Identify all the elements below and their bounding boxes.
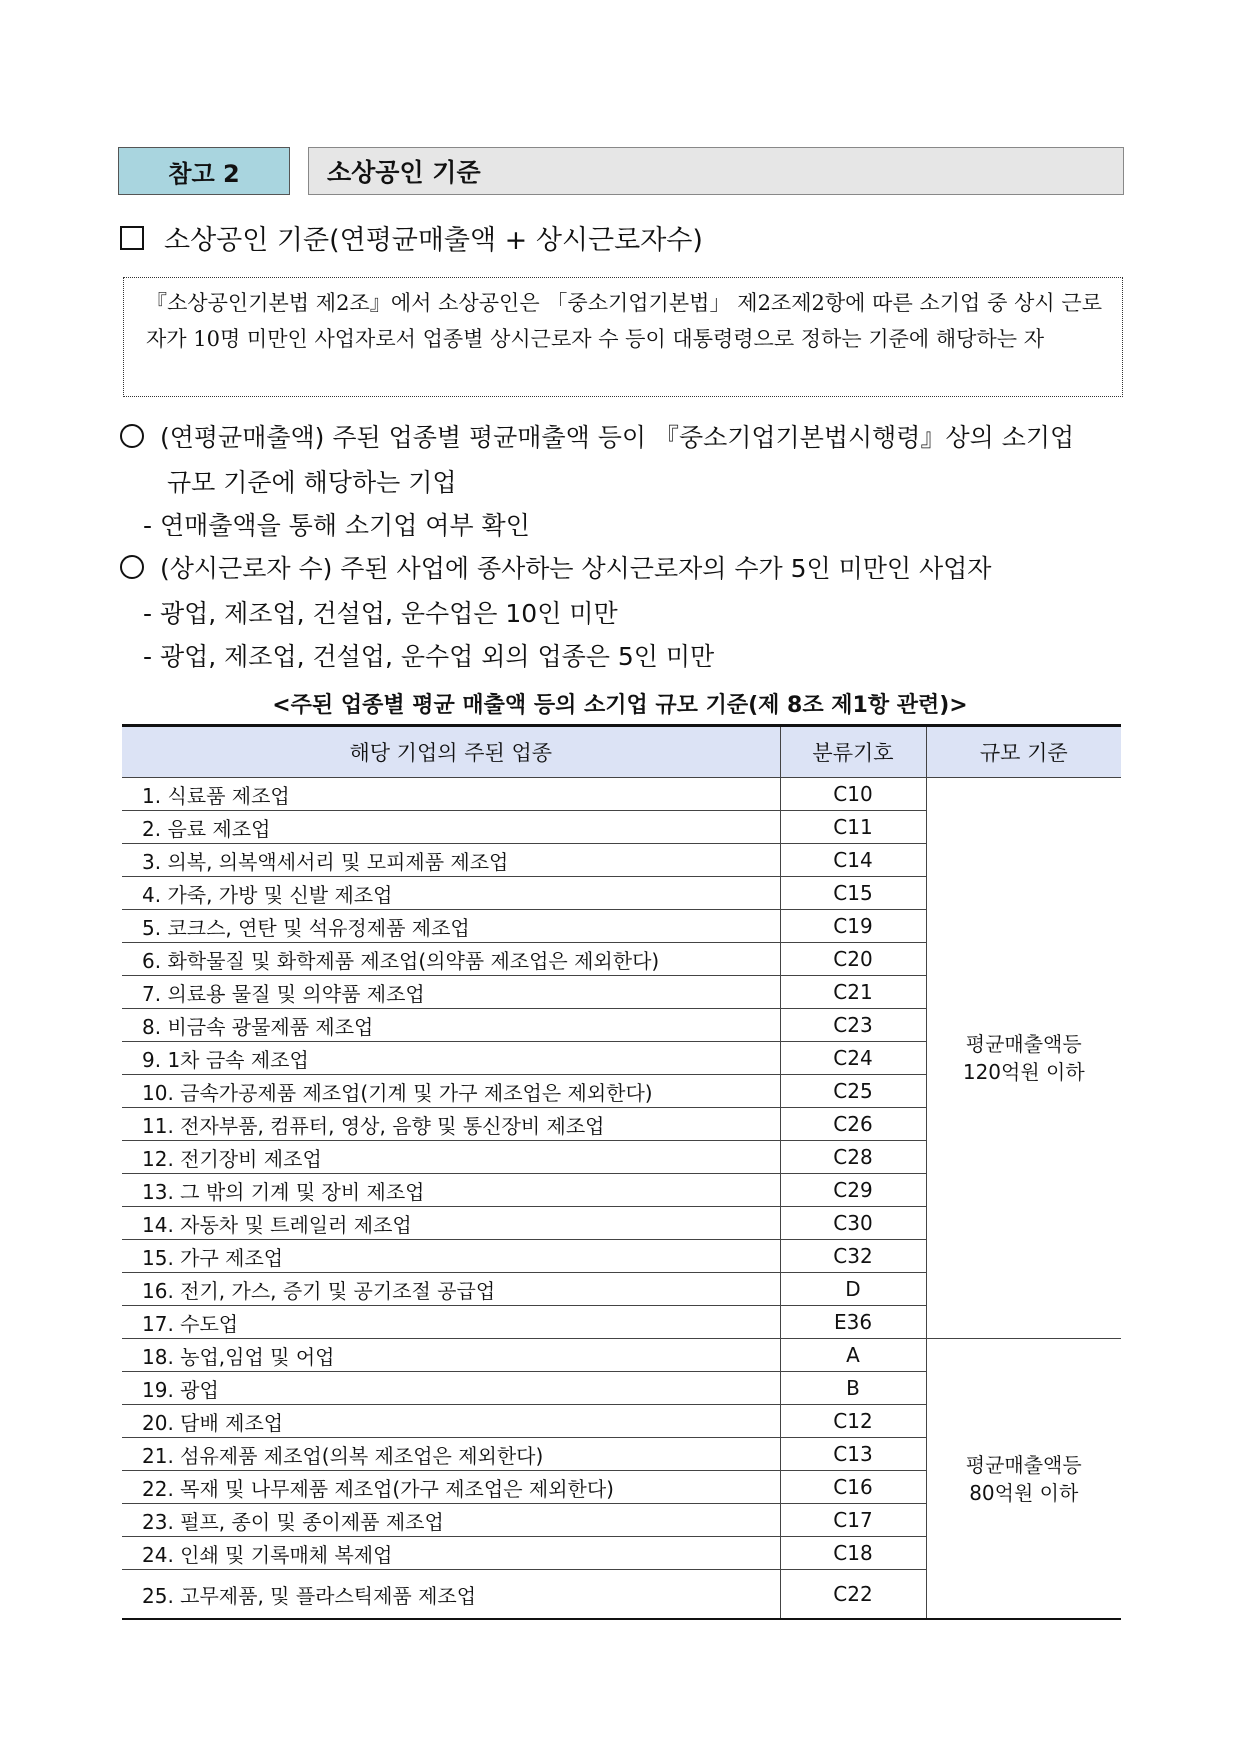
industry-cell: 23. 펄프, 종이 및 종이제품 제조업: [122, 1504, 780, 1537]
sales-criteria-line1: (연평균매출액) 주된 업종별 평균매출액 등이 『중소기업기본법시행령』상의 소기업: [160, 423, 1075, 452]
industry-cell: 19. 광업: [122, 1372, 780, 1405]
code-cell: B: [780, 1372, 926, 1405]
square-bullet-icon: [120, 226, 144, 250]
industry-cell: 2. 음료 제조업: [122, 811, 780, 844]
industry-cell: 1. 식료품 제조업: [122, 778, 780, 811]
reference-label: 참고 2: [118, 147, 290, 195]
code-cell: C22: [780, 1570, 926, 1620]
law-quote-box: [123, 277, 1123, 397]
industry-cell: 21. 섬유제품 제조업(의복 제조업은 제외한다): [122, 1438, 780, 1471]
workers-criteria-line: (상시근로자 수) 주된 사업에 종사하는 상시근로자의 수가 5인 미만인 사업자: [160, 554, 992, 583]
code-cell: C12: [780, 1405, 926, 1438]
industry-cell: 13. 그 밖의 기계 및 장비 제조업: [122, 1174, 780, 1207]
industry-cell: 18. 농업,임업 및 어업: [122, 1339, 780, 1372]
table-caption: <주된 업종별 평균 매출액 등의 소기업 규모 기준(제 8조 제1항 관련)>: [272, 693, 968, 718]
scale-cell-group2: [926, 1339, 1121, 1620]
code-cell: C26: [780, 1108, 926, 1141]
industry-cell: 24. 인쇄 및 기록매체 복제업: [122, 1537, 780, 1570]
code-cell: C21: [780, 976, 926, 1009]
industry-cell: 6. 화학물질 및 화학제품 제조업(의약품 제조업은 제외한다): [122, 943, 780, 976]
industry-cell: 22. 목재 및 나무제품 제조업(가구 제조업은 제외한다): [122, 1471, 780, 1504]
code-cell: C15: [780, 877, 926, 910]
scale-group2-line2: 80억원 이하: [969, 1480, 1079, 1505]
header-code: 분류기호: [780, 726, 926, 778]
scale-group2-line1: 평균매출액등: [965, 1452, 1082, 1477]
scale-group1-line1: 평균매출액등: [965, 1032, 1082, 1056]
sales-criteria-bullet: [120, 418, 1074, 454]
industry-cell: 20. 담배 제조업: [122, 1405, 780, 1438]
code-cell: C10: [780, 778, 926, 811]
code-cell: C30: [780, 1207, 926, 1240]
workers-criteria-bullet: [120, 549, 991, 585]
workers-criteria-sub1: - 광업, 제조업, 건설업, 운수업은 10인 미만: [143, 599, 618, 628]
code-cell: D: [780, 1273, 926, 1306]
code-cell: C18: [780, 1537, 926, 1570]
header-industry: 해당 기업의 주된 업종: [122, 726, 780, 778]
code-cell: C17: [780, 1504, 926, 1537]
reference-title: 소상공인 기준: [308, 147, 1124, 195]
industry-cell: 10. 금속가공제품 제조업(기계 및 가구 제조업은 제외한다): [122, 1075, 780, 1108]
code-cell: C13: [780, 1438, 926, 1471]
industry-cell: 25. 고무제품, 및 플라스틱제품 제조업: [122, 1570, 780, 1620]
industry-cell: 12. 전기장비 제조업: [122, 1141, 780, 1174]
code-cell: C25: [780, 1075, 926, 1108]
industry-cell: 11. 전자부품, 컴퓨터, 영상, 음향 및 통신장비 제조업: [122, 1108, 780, 1141]
scale-group1-line2: 120억원 이하: [962, 1060, 1085, 1084]
sales-criteria-line2: 규모 기준에 해당하는 기업: [167, 468, 457, 497]
workers-criteria-sub2: - 광업, 제조업, 건설업, 운수업 외의 업종은 5인 미만: [143, 642, 715, 671]
industry-cell: 16. 전기, 가스, 증기 및 공기조절 공급업: [122, 1273, 780, 1306]
law-quote-text: 『소상공인기본법 제2조』에서 소상공인은 「중소기업기본법」 제2조제2항에 따른 소기업 중 상시 근로자가 10명 미만인 사업자로서 업종별 상시근로자 수 등이 대통령령으로 정하는 기준에 해당하는 자: [146, 291, 1102, 351]
code-cell: C28: [780, 1141, 926, 1174]
code-cell: C16: [780, 1471, 926, 1504]
sales-criteria-sub: - 연매출액을 통해 소기업 여부 확인: [143, 511, 530, 540]
code-cell: C23: [780, 1009, 926, 1042]
scale-cell-group1: [926, 778, 1121, 1339]
industry-cell: 5. 코크스, 연탄 및 석유정제품 제조업: [122, 910, 780, 943]
code-cell: C29: [780, 1174, 926, 1207]
code-cell: C11: [780, 811, 926, 844]
table-header-row: [122, 726, 1121, 778]
header-scale: 규모 기준: [926, 726, 1121, 778]
industry-cell: 15. 가구 제조업: [122, 1240, 780, 1273]
section-heading: [120, 218, 703, 257]
code-cell: C19: [780, 910, 926, 943]
code-cell: C24: [780, 1042, 926, 1075]
industry-cell: 4. 가죽, 가방 및 신발 제조업: [122, 877, 780, 910]
code-cell: A: [780, 1339, 926, 1372]
code-cell: C14: [780, 844, 926, 877]
industry-cell: 3. 의복, 의복액세서리 및 모피제품 제조업: [122, 844, 780, 877]
industry-cell: 17. 수도업: [122, 1306, 780, 1339]
section-heading-text: 소상공인 기준(연평균매출액 + 상시근로자수): [164, 225, 703, 256]
table-row: [122, 1339, 1121, 1372]
code-cell: E36: [780, 1306, 926, 1339]
industry-cell: 7. 의료용 물질 및 의약품 제조업: [122, 976, 780, 1009]
industry-cell: 9. 1차 금속 제조업: [122, 1042, 780, 1075]
code-cell: C32: [780, 1240, 926, 1273]
circle-bullet-icon: [120, 555, 144, 579]
table-row: [122, 778, 1121, 811]
small-business-scale-table: [122, 724, 1121, 1620]
circle-bullet-icon: [120, 424, 144, 448]
code-cell: C20: [780, 943, 926, 976]
industry-cell: 14. 자동차 및 트레일러 제조업: [122, 1207, 780, 1240]
industry-cell: 8. 비금속 광물제품 제조업: [122, 1009, 780, 1042]
